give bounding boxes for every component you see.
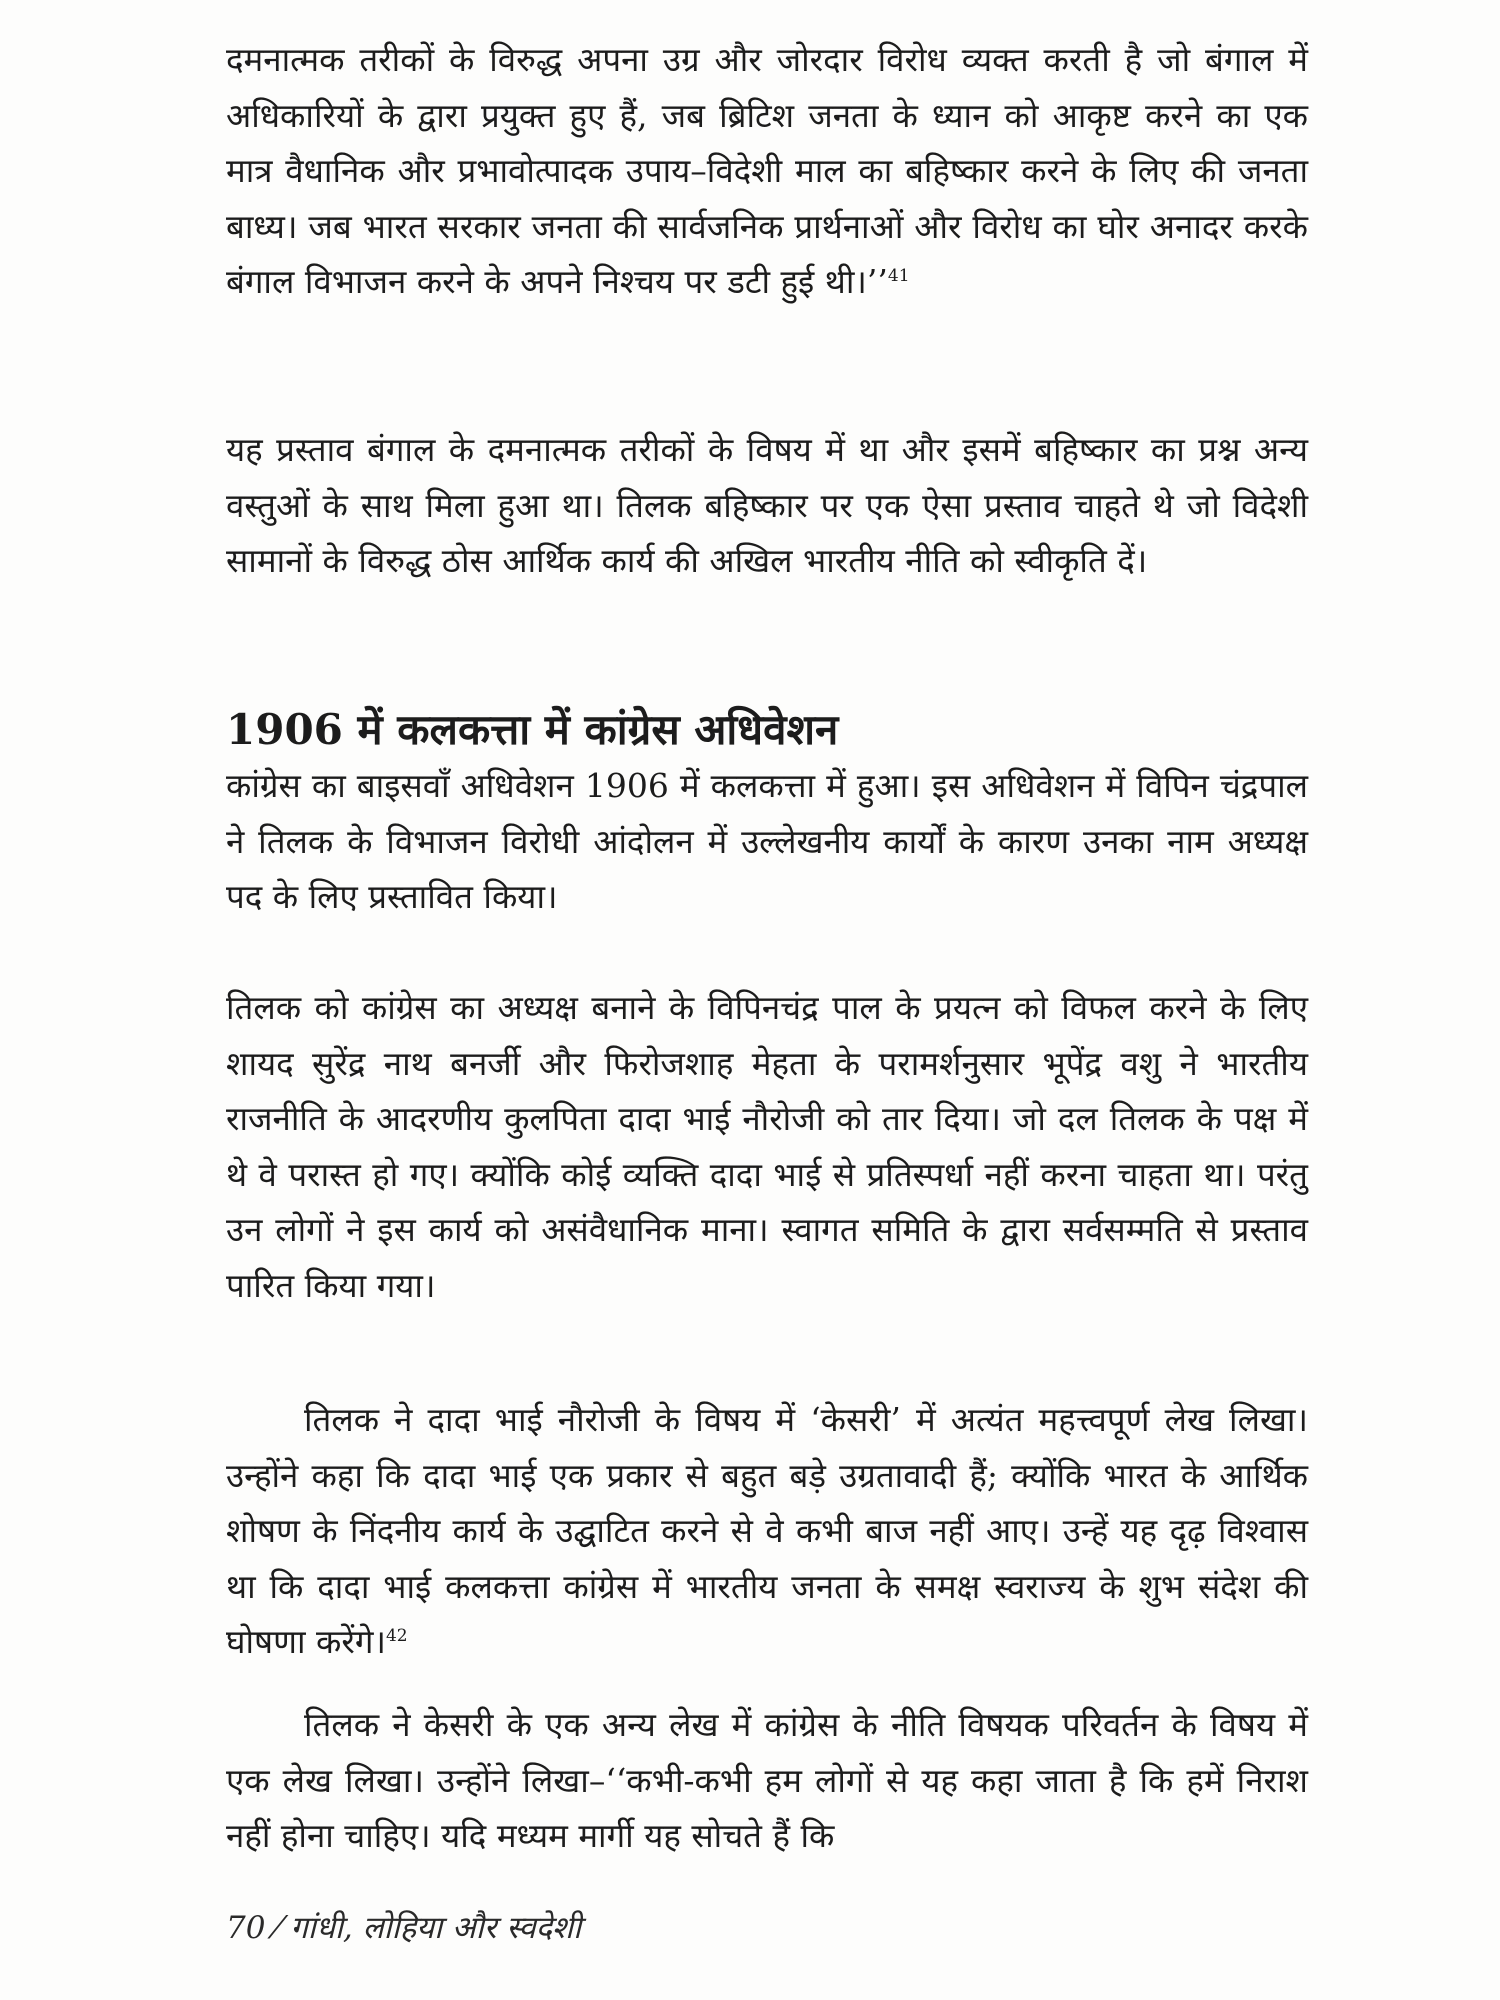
- footnote-marker: 41: [887, 266, 910, 286]
- paragraph-proposal: [226, 422, 1308, 589]
- footer-separator: ⁄: [265, 1910, 291, 1946]
- paragraph-quote-end: [226, 32, 1308, 310]
- paragraph-text: तिलक को कांग्रेस का अध्यक्ष बनाने के विपिनचंद्र पाल के प्रयत्न को विफल करने के लिए शायद सुरेंद्र नाथ बनर्जी और फिरोजशाह मेहता के परामर्शनुसार भूपेंद्र वशु ने भारतीय राजनीति के आदरणीय कुलपिता दादा भाई नौरोजी को तार दिया। जो दल तिलक के पक्ष में थे वे परास्त हो गए। क्योंकि कोई व्यक्ति दादा भाई से प्रतिस्पर्धा नहीं करना चाहता था। परंतु उन लोगों ने इस कार्य को असंवैधानिक माना। स्वागत समिति के द्वारा सर्वसम्मति से प्रस्ताव पारित किया गया।: [226, 988, 1308, 1305]
- section-heading: 1906 में कलकत्ता में कांग्रेस अधिवेशन: [226, 705, 839, 754]
- paragraph-text: यह प्रस्ताव बंगाल के दमनात्मक तरीकों के विषय में था और इसमें बहिष्कार का प्रश्न अन्य वस्तुओं के साथ मिला हुआ था। तिलक बहिष्कार पर एक ऐसा प्रस्ताव चाहते थे जो विदेशी सामानों के विरुद्ध ठोस आर्थिक कार्य की अखिल भारतीय नीति को स्वीकृति दें।: [226, 430, 1308, 580]
- paragraph-text: तिलक ने दादा भाई नौरोजी के विषय में ‘केसरी’ में अत्यंत महत्त्वपूर्ण लेख लिखा। उन्होंने कहा कि दादा भाई एक प्रकार से बहुत बड़े उग्रतावादी हैं; क्योंकि भारत के आर्थिक शोषण के निंदनीय कार्य के उद्घाटित करने से वे कभी बाज नहीं आए। उन्हें यह दृढ़ विश्वास था कि दादा भाई कलकत्ता कांग्रेस में भारतीय जनता के समक्ष स्वराज्य के शुभ संदेश की घोषणा करेंगे।: [226, 1400, 1308, 1661]
- paragraph-tilak: [226, 980, 1308, 1313]
- paragraph-text: कांग्रेस का बाइसवाँ अधिवेशन 1906 में कलकत्ता में हुआ। इस अधिवेशन में विपिन चंद्रपाल ने तिलक के विभाजन विरोधी आंदोलन में उल्लेखनीय कार्यों के कारण उनका नाम अध्यक्ष पद के लिए प्रस्तावित किया।: [226, 766, 1308, 916]
- paragraph-text: तिलक ने केसरी के एक अन्य लेख में कांग्रेस के नीति विषयक परिवर्तन के विषय में एक लेख लिखा। उन्होंने लिखा–‘‘कभी-कभी हम लोगों से यह कहा जाता है कि हमें निराश नहीं होना चाहिए। यदि मध्यम मार्गी यह सोचते हैं कि: [226, 1705, 1308, 1855]
- footnote-marker: 42: [385, 1626, 408, 1646]
- paragraph-text: दमनात्मक तरीकों के विरुद्ध अपना उग्र और जोरदार विरोध व्यक्त करती है जो बंगाल में अधिकारियों के द्वारा प्रयुक्त हुए हैं, जब ब्रिटिश जनता के ध्यान को आकृष्ट करने का एक मात्र वैधानिक और प्रभावोत्पादक उपाय–विदेशी माल का बहिष्कार करने के लिए की जनता बाध्य। जब भारत सरकार जनता की सार्वजनिक प्रार्थनाओं और विरोध का घोर अनादर करके बंगाल विभाजन करने के अपने निश्चय पर डटी हुई थी।’’: [226, 40, 1308, 301]
- paragraph-naoroji: [226, 1392, 1308, 1670]
- page-footer: [226, 1908, 581, 1948]
- paragraph-session: [226, 758, 1308, 925]
- book-title: गांधी, लोहिया और स्वदेशी: [290, 1910, 582, 1946]
- page-number: 70: [226, 1910, 266, 1946]
- paragraph-kesari: [226, 1697, 1308, 1864]
